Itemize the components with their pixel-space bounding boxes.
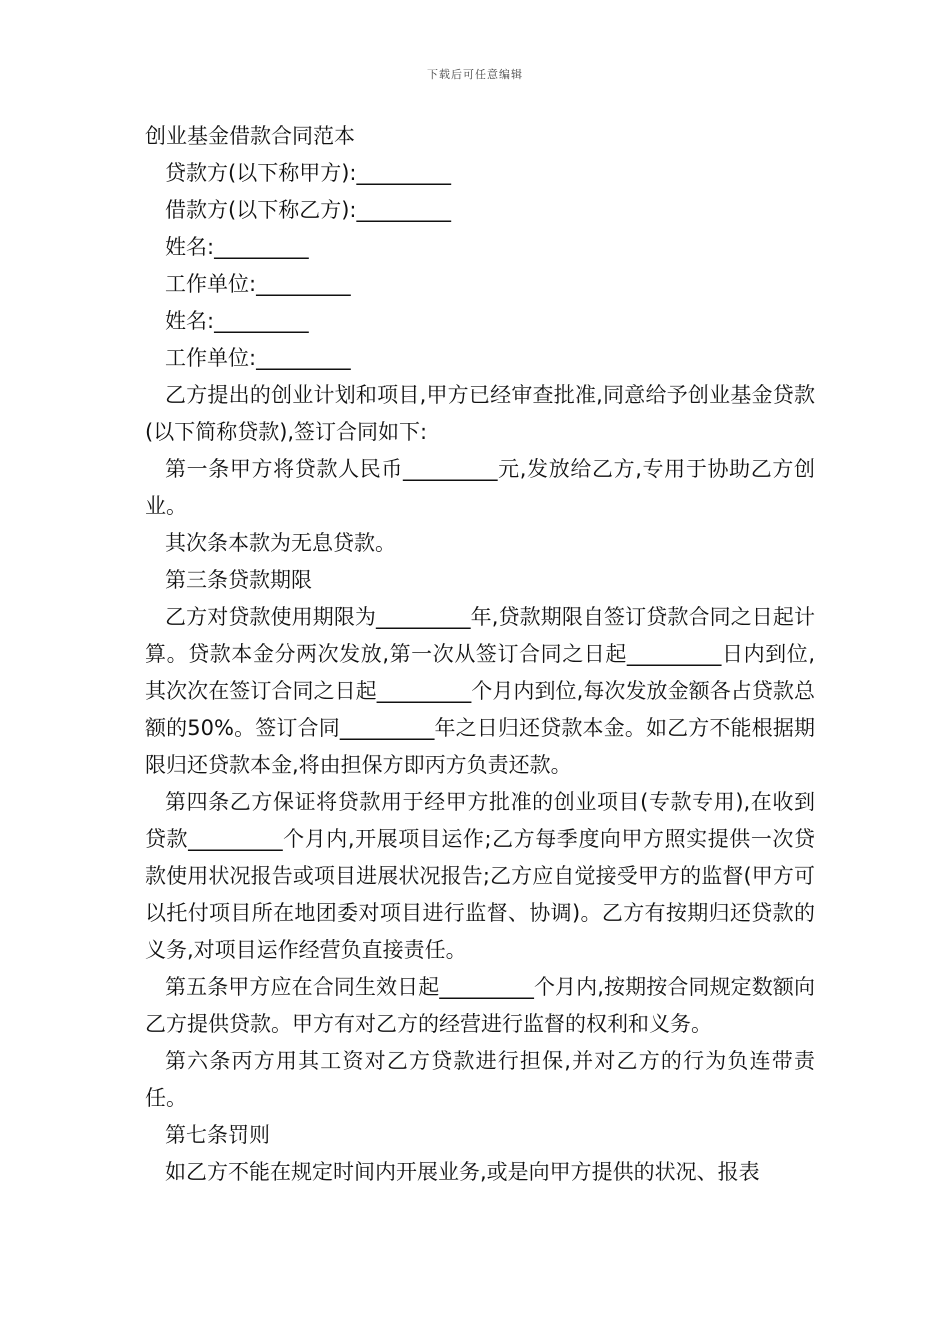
article-7-body: 如乙方不能在规定时间内开展业务,或是向甲方提供的状况、报表 (165, 1160, 760, 1184)
article-6: 第六条丙方用其工资对乙方贷款进行担保,并对乙方的行为负连带责任。 (145, 1049, 815, 1110)
contract-document (145, 118, 815, 1191)
lender-line: 贷款方(以下称甲方):_________ (165, 161, 451, 185)
document-title: 创业基金借款合同范本 (145, 124, 355, 148)
article-3-title: 第三条贷款期限 (165, 568, 312, 592)
article-5: 第五条甲方应在合同生效日起_________个月内,按期按合同规定数额向乙方提供贷款。甲方有对乙方的经营进行监督的权利和义务。 (145, 975, 815, 1036)
intro-paragraph: 乙方提出的创业计划和项目,甲方已经审查批准,同意给予创业基金贷款(以下简称贷款),签订合同如下: (145, 383, 815, 444)
article-2: 其次条本款为无息贷款。 (165, 531, 396, 555)
page-header: 下载后可任意编辑 (427, 68, 523, 81)
name-line-2: 姓名:_________ (165, 309, 309, 333)
workplace-line-1: 工作单位:_________ (165, 272, 351, 296)
name-line-1: 姓名:_________ (165, 235, 309, 259)
article-7-title: 第七条罚则 (165, 1123, 270, 1147)
borrower-line: 借款方(以下称乙方):_________ (165, 198, 451, 222)
article-3-body: 乙方对贷款使用期限为_________年,贷款期限自签订贷款合同之日起计算。贷款本金分两次发放,第一次从签订合同之日起_________日内到位,其次次在签订合同之日起_________个月内到位,每次发放金额各占贷款总额的50%。签订合同_________年之日归还贷款本金。如乙方不能根据期限归还贷款本金,将由担保方即丙方负责还款。 (145, 605, 815, 777)
workplace-line-2: 工作单位:_________ (165, 346, 351, 370)
article-4: 第四条乙方保证将贷款用于经甲方批准的创业项目(专款专用),在收到贷款_________个月内,开展项目运作;乙方每季度向甲方照实提供一次贷款使用状况报告或项目进展状况报告;乙方应自觉接受甲方的监督(甲方可以托付项目所在地团委对项目进行监督、协调)。乙方有按期归还贷款的义务,对项目运作经营负直接责任。 (145, 790, 815, 962)
article-1: 第一条甲方将贷款人民币_________元,发放给乙方,专用于协助乙方创业。 (145, 457, 815, 518)
